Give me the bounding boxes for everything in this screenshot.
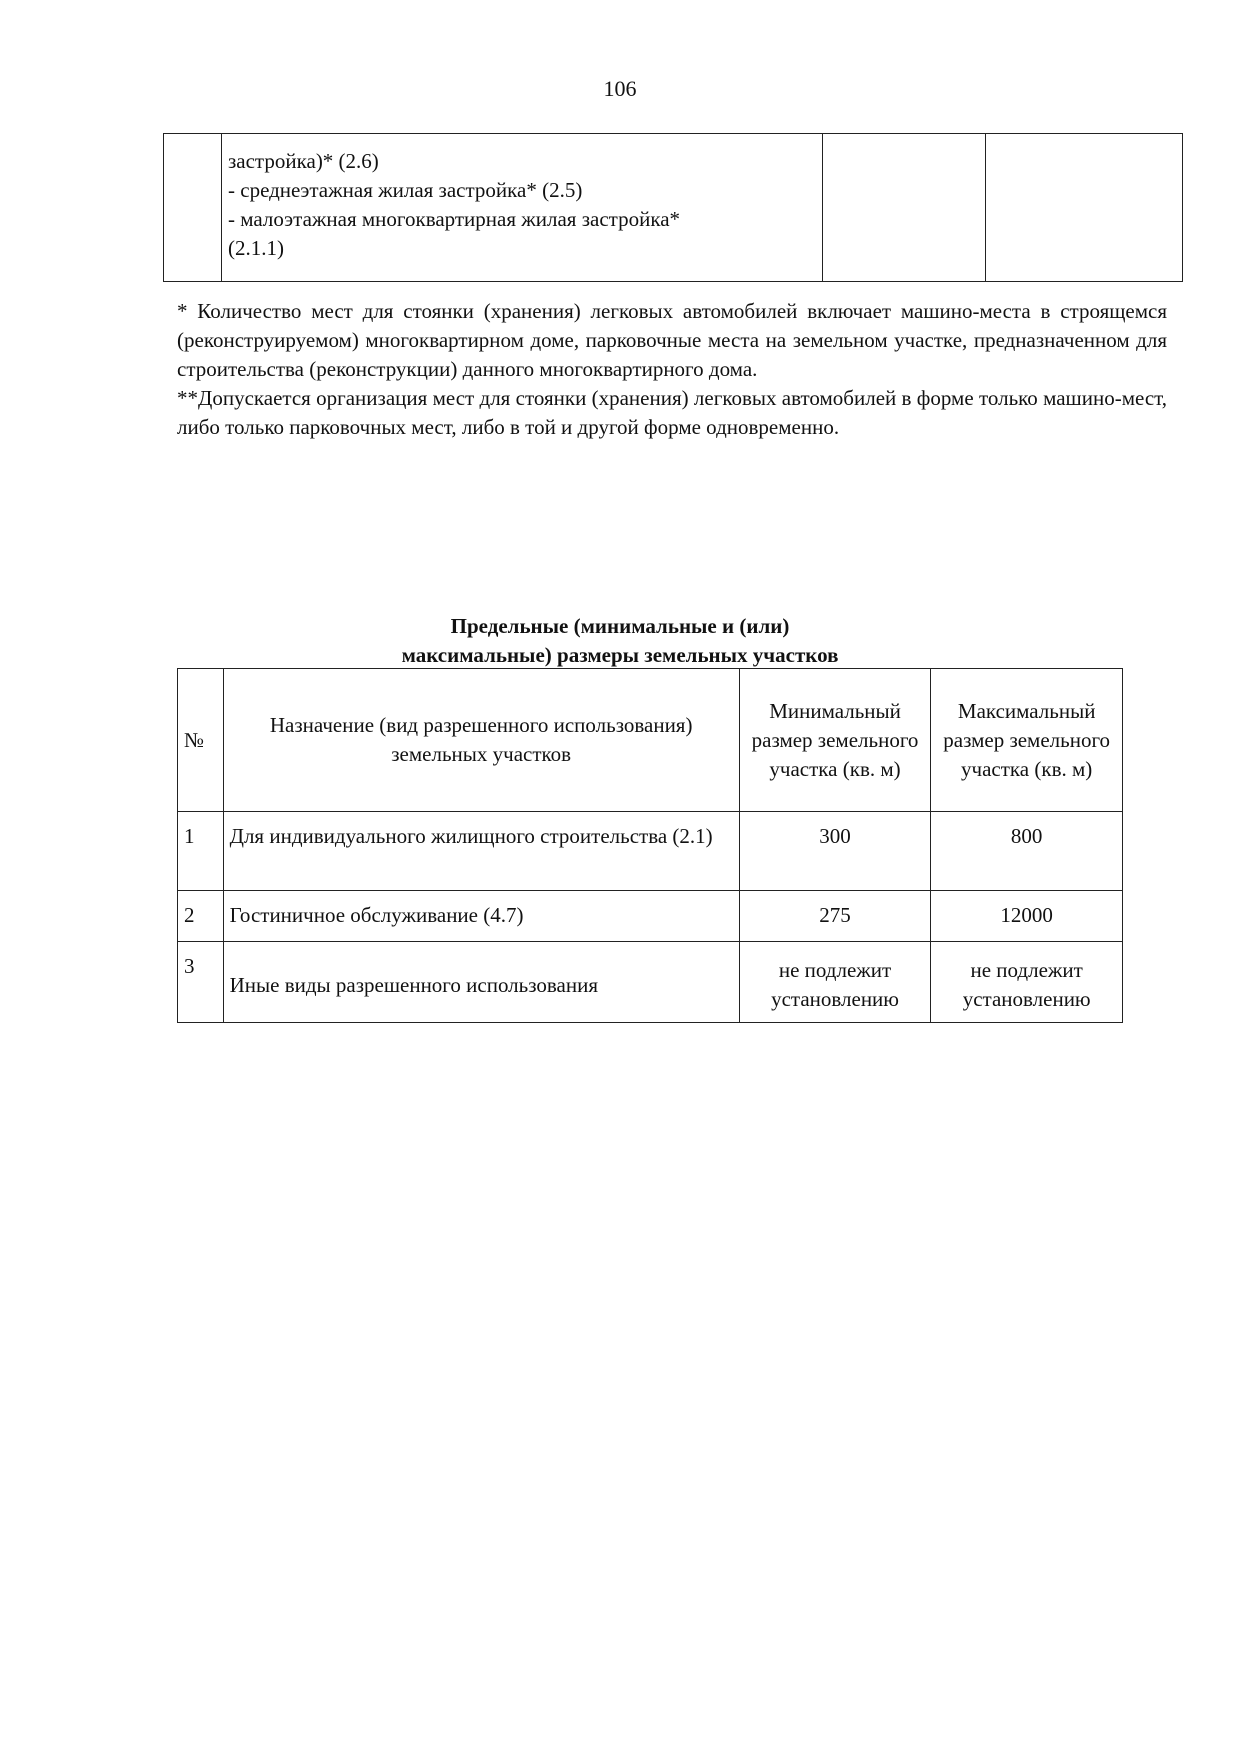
section-title-line-1: Предельные (минимальные и (или) [450,614,790,638]
col4-cell [986,134,1183,282]
purpose-line: застройка)* (2.6) [228,149,379,173]
row-min: не подлежит установлению [739,942,931,1023]
row-max: 12000 [931,891,1123,942]
table-row [178,812,1123,891]
col3-cell [823,134,986,282]
page-number: 106 [603,76,637,101]
row-max: не подлежит установлению [931,942,1123,1023]
row-max: 800 [931,812,1123,891]
purpose-line: - малоэтажная многоквартирная жилая застройка* [228,207,681,231]
header-max: Максимальный размер земельного участка (кв. м) [931,669,1123,812]
row-purpose: Для индивидуального жилищного строительства (2.1) [223,812,739,891]
header-purpose: Назначение (вид разрешенного использования) земельных участков [223,669,739,812]
header-number: № [178,669,224,812]
row-purpose: Гостиничное обслуживание (4.7) [223,891,739,942]
section-title-line-2: максимальные) размеры земельных участков [401,643,839,667]
row-number: 3 [178,942,224,1023]
table-row [178,891,1123,942]
row-number: 2 [178,891,224,942]
footnote-2: **Допускается организация мест для стоянки (хранения) легковых автомобилей в форме только машино-мест, либо только парковочных мест, либо в той и другой форме одновременно. [177,386,1167,439]
footnotes [177,297,1167,442]
purpose-cell [222,134,823,282]
table-header-row [178,669,1123,812]
purpose-line: - среднеэтажная жилая застройка* (2.5) [228,178,583,202]
land-size-table [177,668,1123,1023]
row-purpose: Иные виды разрешенного использования [223,942,739,1023]
row-min: 300 [739,812,931,891]
table-row [164,134,1183,282]
section-title [0,612,1240,670]
header-min: Минимальный размер земельного участка (кв. м) [739,669,931,812]
row-number: 1 [178,812,224,891]
row-min: 275 [739,891,931,942]
purpose-line: (2.1.1) [228,236,284,260]
row-number-cell [164,134,222,282]
footnote-1: * Количество мест для стоянки (хранения) легковых автомобилей включает машино-места в строящемся (реконструируемом) многоквартирном доме, парковочные места на земельном участке, предназначенном для строительства (реконструкции) данного многоквартирного дома. [177,299,1167,381]
continued-table [163,133,1183,282]
table-row [178,942,1123,1023]
